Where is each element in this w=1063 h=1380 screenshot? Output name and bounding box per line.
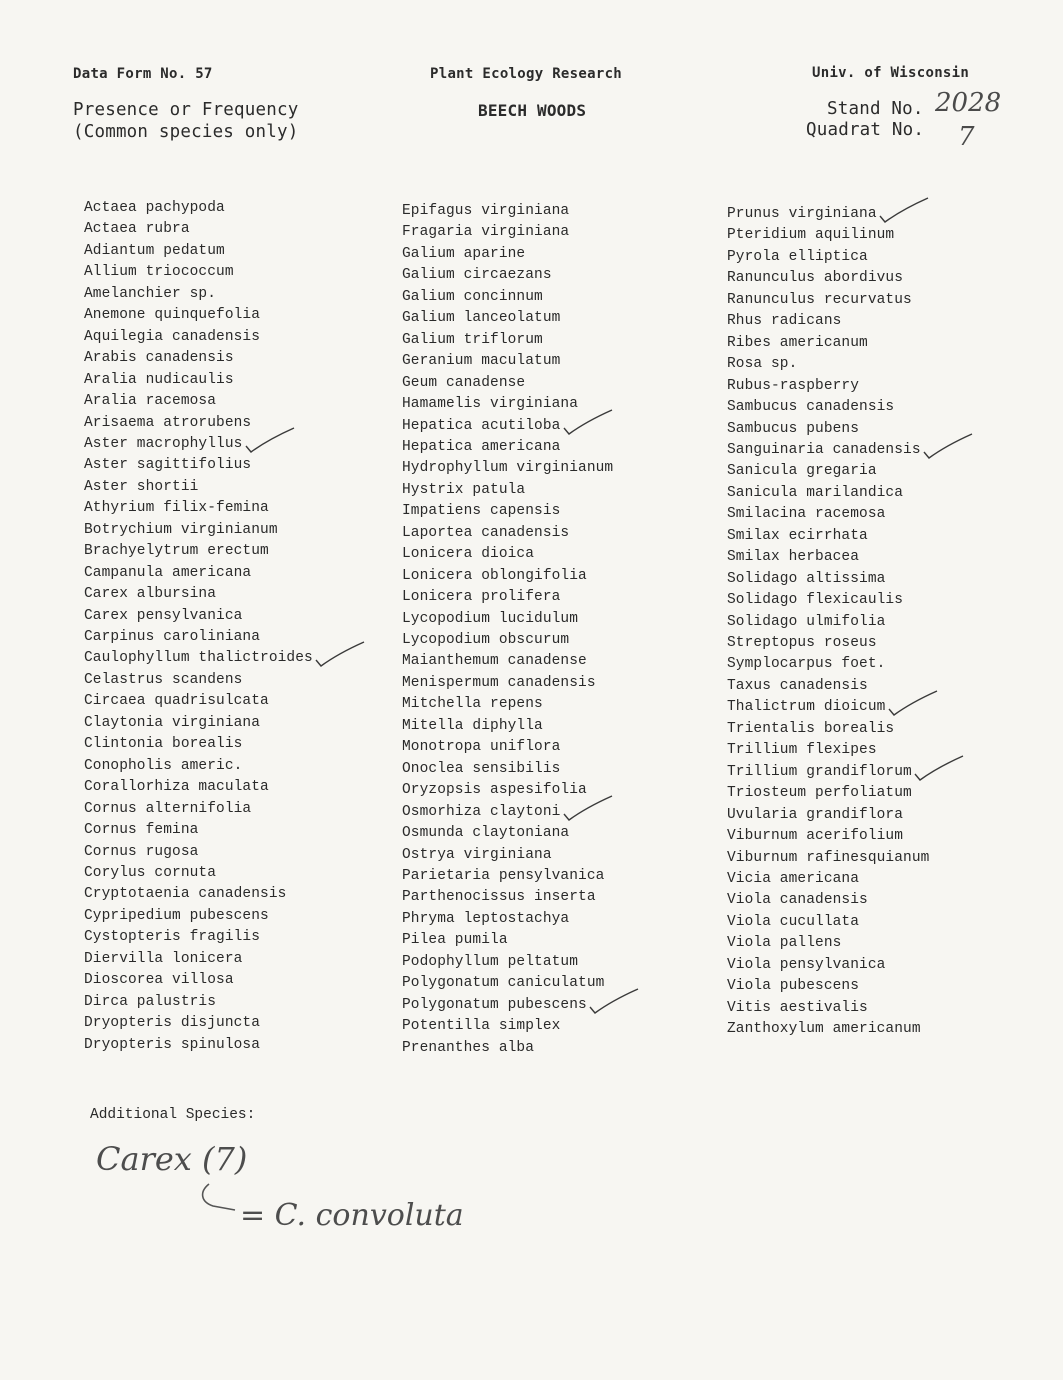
stand-number-handwritten: 2028 <box>935 88 1002 118</box>
species-item: Geum canadense <box>402 374 526 391</box>
species-item: Viola canadensis <box>727 892 868 909</box>
species-item: Prenanthes alba <box>402 1039 535 1056</box>
check-mark-icon <box>244 422 304 456</box>
species-item: Uvularia grandiflora <box>727 806 904 823</box>
species-item: Osmunda claytoniana <box>402 825 570 842</box>
species-item: Viola pensylvanica <box>727 956 886 973</box>
species-item: Smilax ecirrhata <box>727 527 868 544</box>
species-item: Sanguinaria canadensis <box>727 441 921 458</box>
species-item: Caulophyllum thalictroides <box>84 650 313 667</box>
species-item: Campanula americana <box>84 564 252 581</box>
species-item: Viola pallens <box>727 935 842 952</box>
additional-species-handwritten-2: = C. convoluta <box>240 1198 464 1233</box>
species-item: Arabis canadensis <box>84 350 234 367</box>
species-item: Laportea canadensis <box>402 524 570 541</box>
species-item: Viburnum rafinesquianum <box>727 849 930 866</box>
species-item: Pyrola elliptica <box>727 248 868 265</box>
species-item: Ostrya virginiana <box>402 846 552 863</box>
species-item: Pteridium aquilinum <box>727 227 895 244</box>
species-item: Zanthoxylum americanum <box>727 1021 921 1038</box>
community-type: BEECH WOODS <box>478 101 587 120</box>
species-item: Rhus radicans <box>727 313 842 330</box>
species-item: Mitchella repens <box>402 696 543 713</box>
species-item: Parthenocissus inserta <box>402 889 596 906</box>
species-item: Aster sagittifolius <box>84 457 252 474</box>
species-item: Anemone quinquefolia <box>84 307 261 324</box>
species-item: Solidago altissima <box>727 570 886 587</box>
species-item: Oryzopsis aspesifolia <box>402 782 587 799</box>
species-item: Amelanchier sp. <box>84 285 217 302</box>
species-item: Polygonatum caniculatum <box>402 975 605 992</box>
species-item: Trillium flexipes <box>727 742 877 759</box>
form-title-line2: (Common species only) <box>73 122 299 142</box>
species-item: Sanicula gregaria <box>727 463 877 480</box>
species-item: Circaea quadrisulcata <box>84 693 269 710</box>
species-item: Cryptotaenia canadensis <box>84 886 287 903</box>
species-item: Lonicera dioica <box>402 546 535 563</box>
species-item: Sambucus canadensis <box>727 399 895 416</box>
species-item: Streptopus roseus <box>727 635 877 651</box>
species-item: Lycopodium lucidulum <box>402 610 579 627</box>
species-item: Actaea rubra <box>84 221 190 238</box>
species-item: Smilax herbacea <box>727 549 860 566</box>
bracket-stroke <box>195 1180 245 1220</box>
species-item: Arisaema atrorubens <box>84 414 252 431</box>
species-item: Actaea pachypoda <box>84 200 225 216</box>
species-item: Brachyelytrum erectum <box>84 543 269 560</box>
species-item: Geranium maculatum <box>402 353 561 370</box>
species-item: Impatiens capensis <box>402 503 561 520</box>
species-item: Galium concinnum <box>402 288 543 305</box>
species-item: Trillium grandiflorum <box>727 763 912 780</box>
check-mark-icon <box>314 636 374 670</box>
species-item: Triosteum perfoliatum <box>727 785 912 802</box>
species-item: Adiantum pedatum <box>84 242 225 259</box>
additional-species-label: Additional Species: <box>90 1107 256 1123</box>
species-item: Hystrix patula <box>402 481 526 498</box>
check-mark-icon <box>878 192 938 226</box>
species-item: Podophyllum peltatum <box>402 953 579 970</box>
species-item: Dryopteris disjuncta <box>84 1015 261 1032</box>
check-mark-icon <box>887 685 947 719</box>
species-item: Rubus-raspberry <box>727 377 860 394</box>
species-item: Carpinus caroliniana <box>84 629 261 645</box>
species-item: Viola pubescens <box>727 978 860 995</box>
species-item: Solidago ulmifolia <box>727 613 886 630</box>
species-item: Conopholis americ. <box>84 757 243 774</box>
species-item: Ranunculus abordivus <box>727 270 904 287</box>
species-item: Osmorhiza claytoni <box>402 803 561 820</box>
additional-species-handwritten-1: Carex (7) <box>96 1140 248 1178</box>
species-item: Athyrium filix-femina <box>84 500 269 517</box>
species-item: Symplocarpus foet. <box>727 656 886 673</box>
quadrat-label: Quadrat No. <box>806 120 925 140</box>
university: Univ. of Wisconsin <box>812 65 970 81</box>
species-item: Dryopteris spinulosa <box>84 1036 261 1053</box>
species-item: Taxus canadensis <box>727 677 868 694</box>
species-item: Aralia racemosa <box>84 393 217 410</box>
species-item: Prunus virginiana <box>727 206 877 222</box>
species-item: Botrychium virginianum <box>84 521 278 538</box>
species-item: Cornus alternifolia <box>84 800 252 817</box>
species-item: Hydrophyllum virginianum <box>402 460 614 477</box>
species-item: Cypripedium pubescens <box>84 907 269 924</box>
species-item: Aralia nudicaulis <box>84 371 234 388</box>
species-item: Trientalis borealis <box>727 720 895 737</box>
species-item: Rosa sp. <box>727 356 798 373</box>
species-item: Galium triflorum <box>402 331 543 348</box>
species-item: Aquilegia canadensis <box>84 328 261 345</box>
species-item: Polygonatum pubescens <box>402 996 587 1013</box>
species-item: Vitis aestivalis <box>727 999 868 1016</box>
species-item: Hepatica americana <box>402 438 561 455</box>
species-item: Clintonia borealis <box>84 736 243 753</box>
species-item: Galium lanceolatum <box>402 310 561 327</box>
species-item: Galium circaezans <box>402 267 552 284</box>
species-item: Maianthemum canadense <box>402 653 587 670</box>
species-item: Hamamelis virginiana <box>402 396 579 413</box>
check-mark-icon <box>562 790 622 824</box>
species-item: Smilacina racemosa <box>727 506 886 523</box>
quadrat-number-handwritten: 7 <box>958 122 975 152</box>
species-item: Sanicula marilandica <box>727 484 904 501</box>
organization: Plant Ecology Research <box>430 66 623 82</box>
species-item: Cystopteris fragilis <box>84 929 261 946</box>
species-item: Phryma leptostachya <box>402 910 570 927</box>
species-item: Allium triococcum <box>84 264 234 281</box>
species-item: Lonicera prolifera <box>402 589 561 606</box>
species-item: Cornus femina <box>84 822 199 839</box>
species-item: Aster shortii <box>84 478 199 495</box>
species-item: Corallorhiza maculata <box>84 779 269 796</box>
species-item: Potentilla simplex <box>402 1018 561 1035</box>
species-item: Ranunculus recurvatus <box>727 291 912 308</box>
form-number: Data Form No. 57 <box>73 66 213 82</box>
check-mark-icon <box>913 750 973 784</box>
species-item: Aster macrophyllus <box>84 435 243 452</box>
species-item: Thalictrum dioicum <box>727 699 886 716</box>
species-item: Viola cucullata <box>727 913 860 930</box>
species-item: Vicia americana <box>727 870 860 887</box>
species-item: Sambucus pubens <box>727 420 860 437</box>
check-mark-icon <box>922 428 982 462</box>
species-item: Celastrus scandens <box>84 671 243 688</box>
species-item: Fragaria virginiana <box>402 224 570 241</box>
species-item: Hepatica acutiloba <box>402 417 561 434</box>
check-mark-icon <box>588 983 648 1017</box>
species-item: Menispermum canadensis <box>402 674 596 691</box>
species-item: Claytonia virginiana <box>84 714 261 731</box>
species-item: Epifagus virginiana <box>402 203 570 219</box>
species-item: Pilea pumila <box>402 932 508 949</box>
species-item: Galium aparine <box>402 245 526 262</box>
species-item: Ribes americanum <box>727 334 868 351</box>
species-item: Parietaria pensylvanica <box>402 867 605 884</box>
species-item: Monotropa uniflora <box>402 739 561 756</box>
species-item: Carex albursina <box>84 586 217 603</box>
species-item: Corylus cornuta <box>84 864 217 881</box>
species-item: Viburnum acerifolium <box>727 828 904 845</box>
form-title-line1: Presence or Frequency <box>73 100 299 120</box>
species-item: Diervilla lonicera <box>84 950 243 967</box>
species-item: Lonicera oblongifolia <box>402 567 587 584</box>
species-item: Dirca palustris <box>84 993 217 1010</box>
check-mark-icon <box>562 404 622 438</box>
species-item: Solidago flexicaulis <box>727 592 904 609</box>
stand-label: Stand No. <box>827 99 924 119</box>
species-item: Carex pensylvanica <box>84 607 243 624</box>
species-item: Lycopodium obscurum <box>402 632 570 648</box>
species-item: Onoclea sensibilis <box>402 760 561 777</box>
species-item: Cornus rugosa <box>84 843 199 860</box>
species-item: Dioscorea villosa <box>84 972 234 989</box>
species-item: Mitella diphylla <box>402 717 543 734</box>
